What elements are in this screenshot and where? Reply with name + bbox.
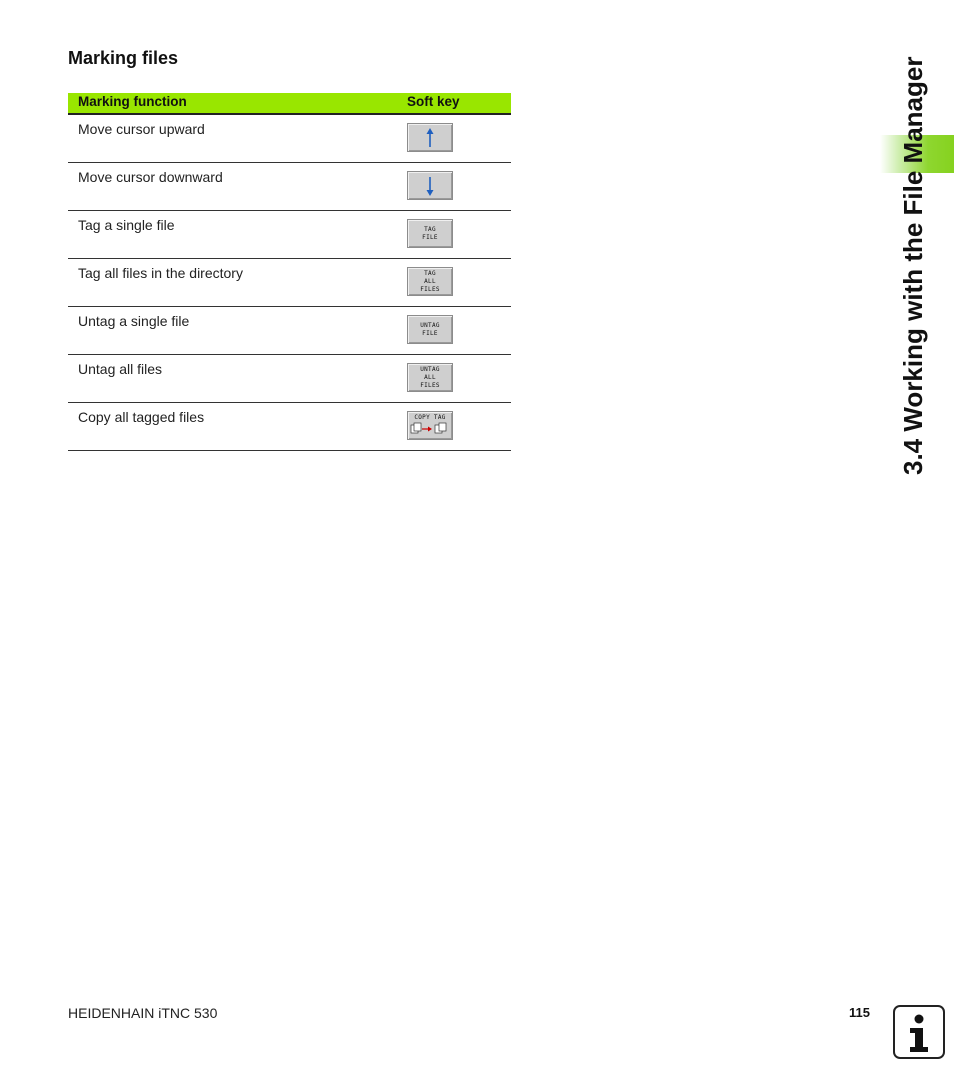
info-icon: [893, 1005, 945, 1059]
row-label: Tag a single file: [78, 217, 175, 233]
softkey-cursor-up[interactable]: [407, 123, 453, 152]
header-soft-key: Soft key: [407, 94, 460, 109]
softkey-tag-all-files[interactable]: [407, 267, 453, 296]
table-row: [68, 307, 511, 355]
marking-functions-table: [68, 93, 511, 451]
row-label: Move cursor downward: [78, 169, 223, 185]
table-row: [68, 355, 511, 403]
table-row: [68, 211, 511, 259]
table-row: [68, 115, 511, 163]
chapter-title: 3.4 Working with the File Manager: [898, 56, 928, 475]
arrow-down-icon: [425, 176, 435, 196]
row-label: Copy all tagged files: [78, 409, 205, 425]
footer-product: HEIDENHAIN iTNC 530: [68, 1005, 218, 1021]
softkey-label: TAG FILE: [422, 225, 438, 241]
table-row: [68, 259, 511, 307]
softkey-cursor-down[interactable]: [407, 171, 453, 200]
row-label: Untag a single file: [78, 313, 190, 329]
row-label: Untag all files: [78, 361, 163, 377]
softkey-label: UNTAG ALL FILES: [420, 365, 440, 389]
softkey-untag-file[interactable]: [407, 315, 453, 344]
copy-files-icon: [410, 422, 450, 434]
table-row: [68, 403, 511, 451]
softkey-label: COPY TAG: [414, 414, 446, 421]
softkey-untag-all-files[interactable]: [407, 363, 453, 392]
table-header: [68, 93, 511, 115]
row-label: Move cursor upward: [78, 121, 205, 137]
softkey-label: TAG ALL FILES: [420, 269, 440, 293]
row-label: Tag all files in the directory: [78, 265, 243, 281]
softkey-tag-file[interactable]: [407, 219, 453, 248]
table-row: [68, 163, 511, 211]
header-marking-function: Marking function: [78, 94, 187, 109]
section-title: Marking files: [68, 48, 179, 68]
page-number: 115: [849, 1005, 870, 1020]
arrow-up-icon: [425, 128, 435, 148]
softkey-copy-tag[interactable]: [407, 411, 453, 440]
softkey-label: UNTAG FILE: [420, 321, 440, 337]
